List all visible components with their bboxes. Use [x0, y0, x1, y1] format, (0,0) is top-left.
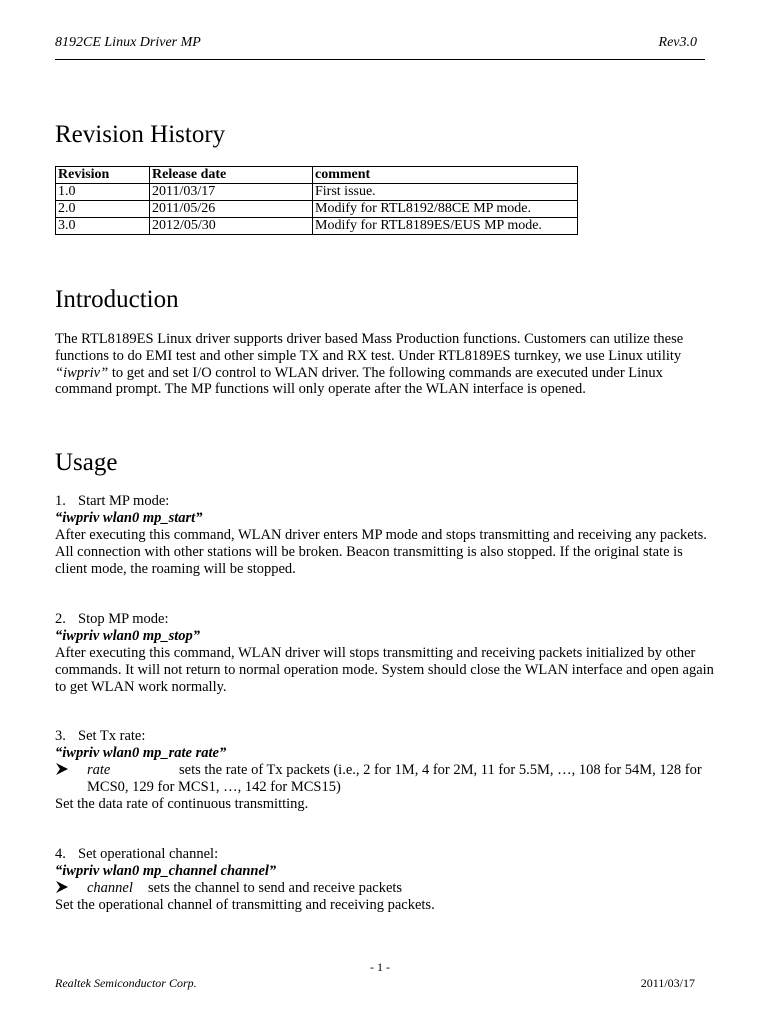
- table-row: [56, 184, 578, 201]
- param-name: channel: [87, 880, 133, 896]
- table-cell: 3.0: [56, 218, 150, 235]
- usage-heading: Usage: [55, 449, 118, 476]
- column-header-revision: Revision: [56, 167, 150, 184]
- table-row: [56, 201, 578, 218]
- usage-item-4-command: “iwpriv wlan0 mp_channel channel”: [55, 863, 277, 879]
- usage-item-2-command: “iwpriv wlan0 mp_stop”: [55, 628, 201, 644]
- table-header-row: [56, 167, 578, 184]
- column-header-comment: comment: [313, 167, 578, 184]
- usage-item-3-description: Set the data rate of continuous transmitting.: [55, 796, 309, 812]
- revision-history-heading: Revision History: [55, 121, 226, 148]
- table-cell: 1.0: [56, 184, 150, 201]
- usage-item-1-command: “iwpriv wlan0 mp_start”: [55, 510, 203, 526]
- intro-utility-name: “iwpriv”: [55, 364, 109, 381]
- usage-item-2-description: After executing this command, WLAN driver will stops transmitting and receiving packets initialized by other commands. It will not return to normal operation mode. System should close the WLAN interface and open again to get WLAN work normally.: [55, 645, 714, 695]
- table-cell: Modify for RTL8192/88CE MP mode.: [313, 201, 578, 218]
- list-number: 4.: [55, 846, 66, 862]
- table-cell: 2012/05/30: [150, 218, 313, 235]
- header-doc-title: 8192CE Linux Driver MP: [55, 35, 201, 50]
- footer-company: Realtek Semiconductor Corp.: [55, 976, 197, 990]
- footer-date: 2011/03/17: [640, 976, 695, 990]
- list-label: Start MP mode:: [78, 493, 170, 509]
- list-label: Set operational channel:: [78, 846, 219, 862]
- table-cell: 2011/03/17: [150, 184, 313, 201]
- usage-item-1-label: [55, 493, 169, 510]
- usage-item-1-description: After executing this command, WLAN driver enters MP mode and stops transmitting and receiving any packets. All connection with other stations will be broken. Beacon transmitting is also stopped. If the original state is client mode, the roaming will be stopped.: [55, 527, 707, 577]
- page-header: [55, 35, 705, 60]
- revision-table: [55, 166, 578, 235]
- list-label: Stop MP mode:: [78, 611, 169, 627]
- usage-item-3-command: “iwpriv wlan0 mp_rate rate”: [55, 745, 227, 761]
- usage-item-3-param: [55, 762, 715, 796]
- list-number: 3.: [55, 728, 66, 744]
- usage-item-4-label: [55, 846, 218, 863]
- table-cell: Modify for RTL8189ES/EUS MP mode.: [313, 218, 578, 235]
- table-cell: 2011/05/26: [150, 201, 313, 218]
- intro-text-part: The RTL8189ES Linux driver supports driver based Mass Production functions. Customers can utilize these functions to do EMI test and other simple TX and RX test. Under RTL8189ES turnkey, we use Linux utility: [55, 331, 684, 364]
- usage-item-4-param: [55, 880, 715, 897]
- param-description: sets the channel to send and receive packets: [148, 880, 403, 896]
- usage-item-4-description: Set the operational channel of transmitting and receiving packets.: [55, 897, 435, 913]
- column-header-release-date: Release date: [150, 167, 313, 184]
- introduction-paragraph: [55, 331, 715, 398]
- page-number: - 1 -: [370, 960, 390, 974]
- table-cell: 2.0: [56, 201, 150, 218]
- usage-item-3-label: [55, 728, 145, 745]
- usage-item-2-label: [55, 611, 169, 628]
- table-cell: First issue.: [313, 184, 578, 201]
- param-description: sets the rate of Tx packets (i.e., 2 for 1M, 4 for 2M, 11 for 5.5M, …, 108 for 54M, 128 for MCS0, 129 for MCS1, …, 142 for MCS15): [87, 762, 702, 795]
- introduction-heading: Introduction: [55, 286, 179, 313]
- intro-text-part: to get and set I/O control to WLAN driver. The following commands are executed under Linux command prompt. The MP functions will only operate after the WLAN interface is opened.: [55, 364, 663, 398]
- list-number: 1.: [55, 493, 66, 509]
- list-label: Set Tx rate:: [78, 728, 146, 744]
- param-name: rate: [87, 762, 111, 778]
- list-number: 2.: [55, 611, 66, 627]
- table-row: [56, 218, 578, 235]
- header-revision: Rev3.0: [658, 35, 697, 50]
